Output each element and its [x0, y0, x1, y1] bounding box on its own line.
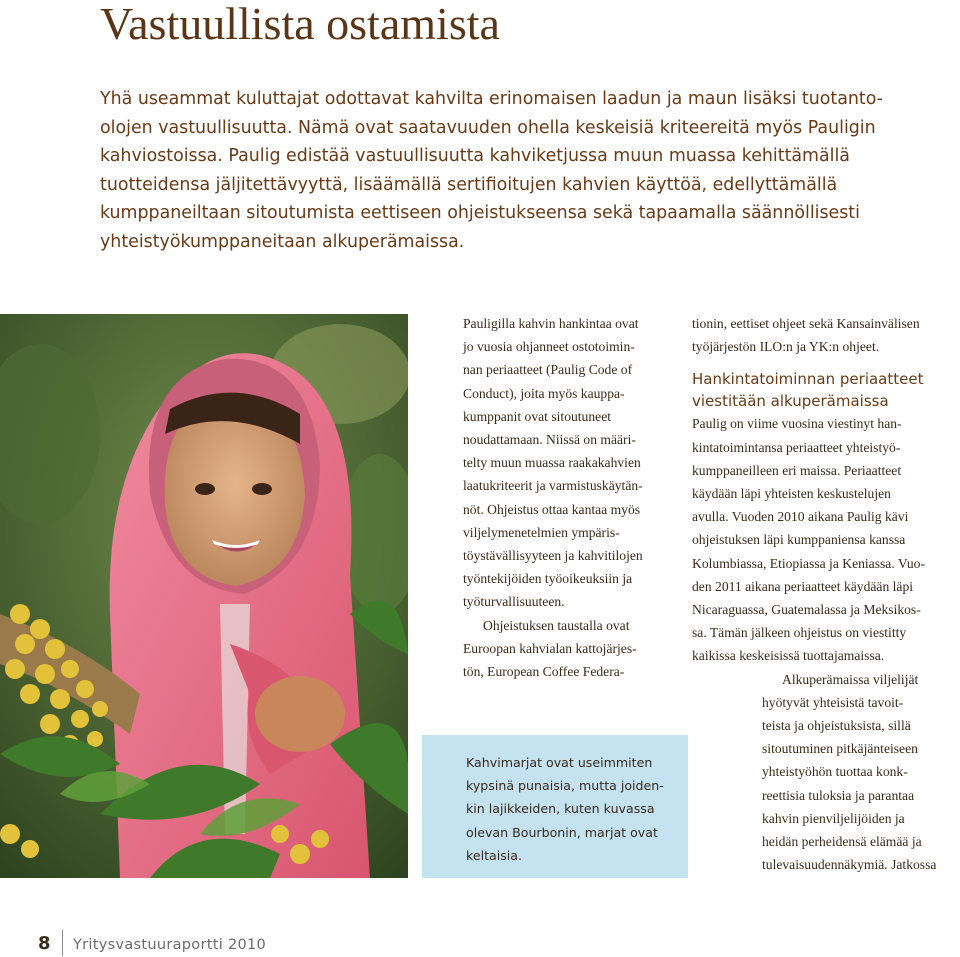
text-line: ohjeistuksen läpi kumppaniensa kanssa	[692, 532, 906, 548]
text-line: Paulig on viime vuosina viestinyt han-	[692, 416, 902, 432]
intro-line: olojen vastuullisuutta. Nämä ovat saatavuuden ohella keskeisiä kriteereitä myös Pauligin	[100, 117, 876, 138]
text-line: kahvin pienviljelijöiden ja	[762, 810, 905, 826]
caption-line: Kahvimarjat ovat useimmiten	[466, 755, 653, 770]
text-line: Alkuperämaissa viljelijät	[782, 671, 919, 687]
intro-line: kumppaneiltaan sitoutumista eettiseen ohjeistukseensa sekä tapaamalla säännöllisesti	[100, 203, 860, 223]
page-title: Vastuullista ostamista	[100, 0, 500, 49]
text-line: nöt. Ohjeistus ottaa kantaa myös	[463, 501, 641, 517]
text-line: Nicaraguassa, Guatemalassa ja Meksikos-	[692, 602, 921, 618]
intro-line: Yhä useammat kuluttajat odottavat kahvilta erinomaisen laadun ja maun lisäksi tuotanto-	[100, 89, 883, 109]
text-line: Conduct), joita myös kauppa-	[463, 385, 625, 401]
coffee-picker-photo	[0, 314, 408, 878]
text-line: työturvallisuuteen.	[463, 594, 565, 610]
subheading-line: Hankintatoiminnan periaatteet	[692, 370, 924, 389]
text-line: tön, European Coffee Federa-	[463, 664, 625, 680]
body-column-left	[463, 312, 678, 683]
caption-line: kypsinä punaisia, mutta joiden-	[466, 778, 664, 794]
subheading-line: viestitään alkuperämaissa	[692, 392, 889, 411]
text-line: työntekijöiden työoikeuksiin ja	[463, 571, 633, 587]
intro-line: tuotteidensa jäljitettävyyttä, lisäämällä sertifioitujen kahvien käyttöä, edellyttämällä	[100, 174, 838, 195]
footer-divider	[62, 930, 63, 956]
text-line: töystävällisyyteen ja kahvitilojen	[463, 548, 643, 564]
text-line: Ohjeistuksen taustalla ovat	[483, 617, 630, 633]
page-number: 8	[38, 933, 51, 954]
text-line: avulla. Vuoden 2010 aikana Paulig kävi	[692, 509, 909, 525]
text-line: sa. Tämän jälkeen ohjeistus on viestitty	[692, 625, 907, 641]
text-line: laatukriteerit ja varmistuskäytän-	[463, 478, 643, 494]
text-line: Euroopan kahvialan kattojärjes-	[463, 640, 637, 656]
text-line: viljelymenetelmien ympäris-	[463, 524, 620, 540]
text-line: Kolumbiassa, Etiopiassa ja Keniassa. Vuo-	[692, 555, 926, 571]
text-line: tulevaisuudennäkymiä. Jatkossa	[762, 857, 937, 873]
text-line: hyötyvät yhteisistä tavoit-	[762, 694, 904, 710]
text-line: yhteistyöhön tuottaa konk-	[762, 764, 908, 780]
text-line: kintatoimintansa periaatteet yhteistyö-	[692, 439, 901, 455]
text-line: kaikissa keskeisissä tuottajamaissa.	[692, 648, 885, 664]
text-line: teista ja ohjeistuksista, sillä	[762, 718, 911, 734]
intro-line: kahviostoissa. Paulig edistää vastuullisuutta kahviketjussa muun muassa kehittämällä	[100, 146, 850, 166]
text-line: kumppaneilleen eri maissa. Periaatteet	[692, 462, 902, 478]
text-line: noudattamaan. Niissä on määri-	[463, 432, 636, 448]
intro-line: yhteistyökumppaneitaan alkuperämaissa.	[100, 231, 465, 252]
photo-illustration	[0, 314, 408, 878]
text-line: heidän perheidensä elämää ja	[762, 834, 922, 850]
text-line: reettisia tuloksia ja parantaa	[762, 787, 915, 803]
text-line: jo vuosia ohjanneet ostotoimin-	[463, 339, 635, 355]
intro-paragraph	[100, 85, 940, 256]
publication-name: Yritysvastuuraportti 2010	[73, 937, 267, 953]
photo-caption	[466, 751, 681, 867]
section-subheading	[692, 368, 954, 412]
caption-line: keltaisia.	[466, 847, 523, 863]
text-line: telty muun muassa raakakahvien	[463, 455, 641, 471]
text-line: den 2011 aikana periaatteet käydään läpi	[692, 578, 914, 594]
text-line: kumppanit ovat sitoutuneet	[463, 408, 611, 424]
text-line: työjärjestön ILO:n ja YK:n ohjeet.	[692, 339, 880, 355]
text-line: nan periaatteet (Paulig Code of	[463, 362, 633, 378]
body-column-right	[692, 312, 954, 876]
caption-line: olevan Bourbonin, marjat ovat	[466, 824, 658, 840]
text-line: käydään läpi yhteisten keskustelujen	[692, 486, 891, 502]
text-line: sitoutuminen pitkäjänteiseen	[762, 741, 918, 757]
caption-line: kin lajikkeiden, kuten kuvassa	[466, 801, 655, 817]
text-line: tionin, eettiset ohjeet sekä Kansainvälisen	[692, 316, 920, 331]
text-line: Pauligilla kahvin hankintaa ovat	[463, 316, 639, 331]
